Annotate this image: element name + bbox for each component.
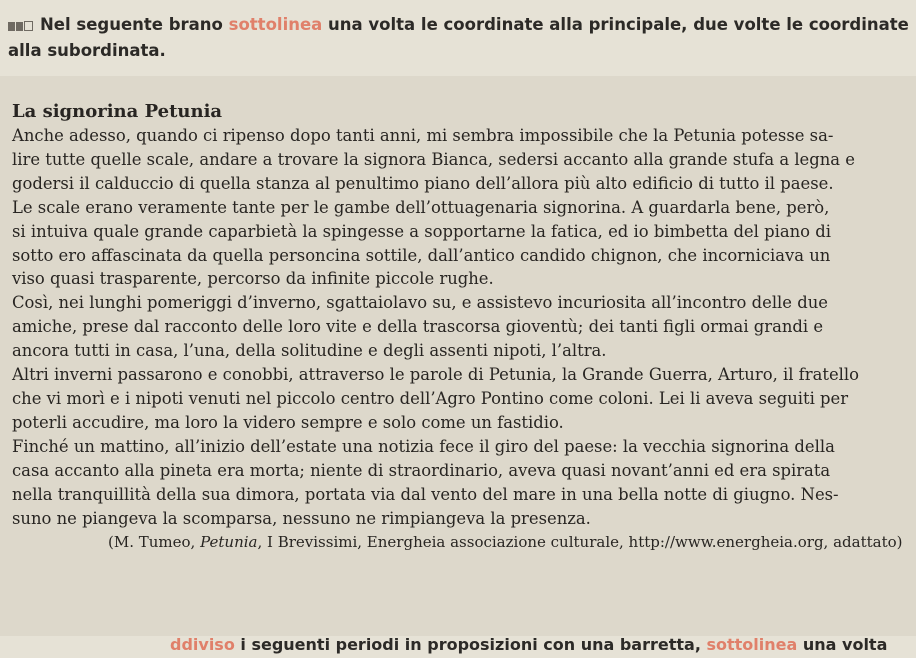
instruction-text-b: una volta le coordinate alla principale, due volte le coordinate [322, 15, 909, 34]
next-instruction-highlight: sottolinea [706, 635, 798, 654]
instruction-line-1 [8, 12, 908, 38]
source-text-b: , I Brevissimi, Energheia associazione culturale, http://www.energheia.org, adattato) [257, 533, 903, 552]
passage-line: nella tranquillità della sua dimora, portata via dal vento del mare in una bella notte di giugno. Nes- [12, 484, 839, 504]
passage-line: Così, nei lunghi pomeriggi d’inverno, sgattaiolavo su, e assistevo incuriosita all’incontro delle due [12, 293, 828, 313]
source-text-a: (M. Tumeo, [108, 533, 201, 552]
instruction-line-2: alla subordinata. [8, 41, 166, 60]
empty-square-icon [24, 21, 33, 31]
filled-square-icon [16, 22, 23, 31]
passage-line: godersi il calduccio di quella stanza al penultimo piano dell’allora più alto edificio di tutto il paese. [12, 173, 834, 193]
exercise-instruction [8, 12, 908, 63]
next-exercise-instruction [170, 634, 914, 656]
passage-line: che vi morì e i nipoti venuti nel piccolo centro dell’Agro Pontino come coloni. Lei li aveva seguiti per [12, 388, 849, 408]
passage-line: Altri inverni passarono e conobbi, attraverso le parole di Petunia, la Grande Guerra, Arturo, il fratello [12, 365, 859, 385]
passage-line: sotto ero affascinata da quella personcina sottile, dall’antico candido chignon, che incorniciava un [12, 245, 831, 265]
passage-line: Anche adesso, quando ci ripenso dopo tanti anni, mi sembra impossibile che la Petunia potesse sa- [12, 126, 834, 145]
instruction-text-a: Nel seguente brano [40, 15, 229, 34]
passage-text [12, 100, 903, 554]
passage-box [0, 76, 916, 636]
passage-line: casa accanto alla pineta era morta; niente di straordinario, aveva quasi novant’anni ed era spirata [12, 460, 831, 480]
passage-line: amiche, prese dal racconto delle loro vite e della trascorsa gioventù; dei tanti figli ormai grandi e [12, 317, 824, 337]
passage-source [12, 530, 903, 554]
passage-line: lire tutte quelle scale, andare a trovare la signora Bianca, sedersi accanto alla grande stufa a legna e [12, 149, 855, 169]
passage-line: Le scale erano veramente tante per le gambe dell’ottuagenaria signorina. A guardarla bene, però, [12, 197, 830, 217]
passage-line: Finché un mattino, all’inizio dell’estate una notizia fece il giro del paese: la vecchia signorina della [12, 436, 835, 456]
passage-title: La signorina Petunia [12, 101, 223, 122]
passage-line: poterli accudire, ma loro la videro sempre e solo come un fastidio. [12, 412, 564, 432]
passage-line: viso quasi trasparente, percorso da infinite piccole rughe. [12, 269, 494, 289]
next-instruction-verb: ddiviso [170, 635, 235, 654]
passage-line: si intuiva quale grande caparbietà la spingesse a sopportarne la fatica, ed io bimbetta del piano di [12, 221, 831, 241]
difficulty-squares-icon [8, 13, 34, 38]
passage-line: ancora tutti in casa, l’una, della solitudine e degli assenti nipoti, l’altra. [12, 341, 607, 361]
source-work-title: Petunia [200, 533, 258, 552]
next-instruction-text-b: una volta [797, 635, 888, 654]
instruction-highlight: sottolinea [228, 15, 323, 34]
passage-line: suno ne piangeva la scomparsa, nessuno ne rimpiangeva la presenza. [12, 508, 591, 528]
next-instruction-text-a: i seguenti periodi in proposizioni con una barretta, [234, 635, 707, 654]
filled-square-icon [8, 22, 15, 31]
